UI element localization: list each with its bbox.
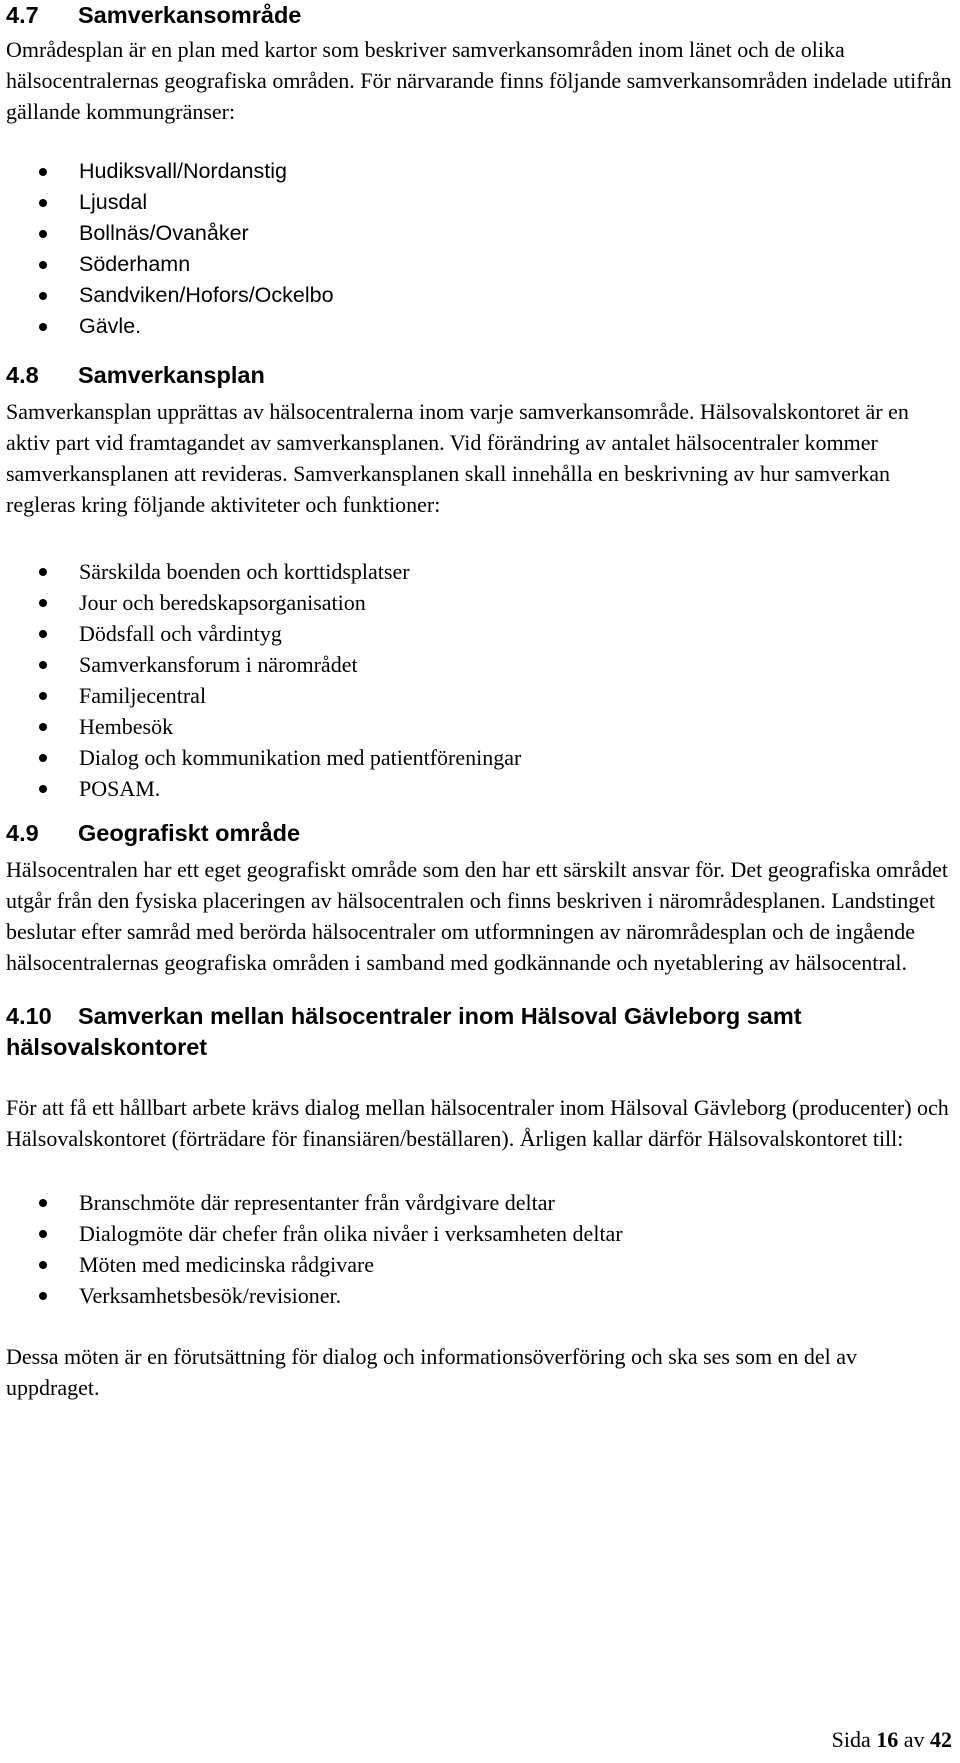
section-heading-4-8 bbox=[6, 360, 952, 391]
list-item: Dialog och kommunikation med patientföreningar bbox=[6, 742, 952, 773]
bullet-icon bbox=[39, 785, 47, 793]
list-item: Jour och beredskapsorganisation bbox=[6, 587, 952, 618]
section-heading-4-10 bbox=[6, 1001, 952, 1063]
bullet-icon bbox=[39, 692, 47, 700]
list-item: Familjecentral bbox=[6, 680, 952, 711]
list-item: Verksamhetsbesök/revisioner. bbox=[6, 1280, 952, 1311]
section-intro: Områdesplan är en plan med kartor som beskriver samverkansområden inom länet och de olika hälsocentralernas geografiska områden. För närvarande finns följande samverkansområden indelade utifrån gällande kommungränser: bbox=[6, 37, 952, 124]
area-list bbox=[6, 156, 952, 342]
section-intro: För att få ett hållbart arbete krävs dialog mellan hälsocentraler inom Hälsoval Gävleborg (producenter) och Hälsovalskontoret (förträdare för finansiären/beställaren). Årligen kallar därför Hälsovalskontoret till: bbox=[6, 1095, 949, 1151]
list-item: Dialogmöte där chefer från olika nivåer i verksamheten deltar bbox=[6, 1218, 952, 1249]
section-title: 4.10 Samverkan mellan hälsocentraler inom Hälsoval Gävleborg samt hälsovalskontoret bbox=[6, 1003, 802, 1060]
bullet-icon bbox=[39, 323, 47, 331]
bullet-icon bbox=[39, 1199, 47, 1207]
list-item: Möten med medicinska rådgivare bbox=[6, 1249, 952, 1280]
bullet-icon bbox=[39, 261, 47, 269]
section-number: 4.9 bbox=[6, 820, 39, 846]
list-item: Hembesök bbox=[6, 711, 952, 742]
section-title: Geografiskt område bbox=[78, 820, 301, 846]
bullet-icon bbox=[39, 723, 47, 731]
list-item: POSAM. bbox=[6, 773, 952, 804]
bullet-icon bbox=[39, 168, 47, 176]
list-item: Söderhamn bbox=[6, 249, 952, 280]
section-number-inline: 4.10 bbox=[6, 1003, 52, 1029]
footer-prefix: Sida bbox=[831, 1727, 871, 1752]
list-item: Samverkansforum i närområdet bbox=[6, 649, 952, 680]
bullet-icon bbox=[39, 292, 47, 300]
section-heading-4-9 bbox=[6, 818, 952, 849]
list-item: Sandviken/Hofors/Ockelbo bbox=[6, 280, 952, 311]
section-title: Samverkansplan bbox=[78, 362, 265, 388]
section-number: 4.8 bbox=[6, 362, 39, 388]
activity-list bbox=[6, 556, 952, 804]
bullet-icon bbox=[39, 630, 47, 638]
list-item: Bollnäs/Ovanåker bbox=[6, 218, 952, 249]
section-heading-4-7 bbox=[6, 0, 952, 31]
bullet-icon bbox=[39, 1292, 47, 1300]
bullet-icon bbox=[39, 199, 47, 207]
list-item: Gävle. bbox=[6, 311, 952, 342]
section-title: Samverkansområde bbox=[78, 2, 302, 28]
bullet-icon bbox=[39, 1230, 47, 1238]
section-body: Hälsocentralen har ett eget geografiskt område som den har ett särskilt ansvar för. Det geografiska området utgår från den fysiska placeringen av hälsocentralen och finns beskriven i närområdesplanen. Landstinget beslutar efter samråd med berörda hälsocentraler om utformningen av närområdesplan och de ingående hälsocentralernas geografiska områden i samband med godkännande och nyetablering av hälsocentral. bbox=[6, 857, 948, 975]
footer-middle: av bbox=[903, 1727, 925, 1752]
page-footer bbox=[832, 1725, 952, 1755]
list-item: Hudiksvall/Nordanstig bbox=[6, 156, 952, 187]
section-intro: Samverkansplan upprättas av hälsocentralerna inom varje samverkansområde. Hälsovalskontoret är en aktiv part vid framtagandet av samverkansplanen. Vid förändring av antalet hälsocentraler kommer samverkansplanen att revideras. Samverkansplanen skall innehålla en beskrivning av hur samverkan regleras kring följande aktiviteter och funktioner: bbox=[6, 399, 909, 517]
bullet-icon bbox=[39, 230, 47, 238]
list-item: Dödsfall och vårdintyg bbox=[6, 618, 952, 649]
list-item: Branschmöte där representanter från vårdgivare deltar bbox=[6, 1187, 952, 1218]
bullet-icon bbox=[39, 1261, 47, 1269]
bullet-icon bbox=[39, 661, 47, 669]
list-item: Särskilda boenden och korttidsplatser bbox=[6, 556, 952, 587]
section-outro: Dessa möten är en förutsättning för dialog och informationsöverföring och ska ses som en del av uppdraget. bbox=[6, 1344, 858, 1400]
bullet-icon bbox=[39, 568, 47, 576]
footer-page-number: 16 bbox=[876, 1727, 899, 1752]
footer-total-pages: 42 bbox=[930, 1727, 952, 1752]
meeting-list bbox=[6, 1187, 952, 1311]
bullet-icon bbox=[39, 754, 47, 762]
list-item: Ljusdal bbox=[6, 187, 952, 218]
section-number: 4.7 bbox=[6, 2, 39, 28]
bullet-icon bbox=[39, 599, 47, 607]
document-page bbox=[6, 0, 952, 1403]
